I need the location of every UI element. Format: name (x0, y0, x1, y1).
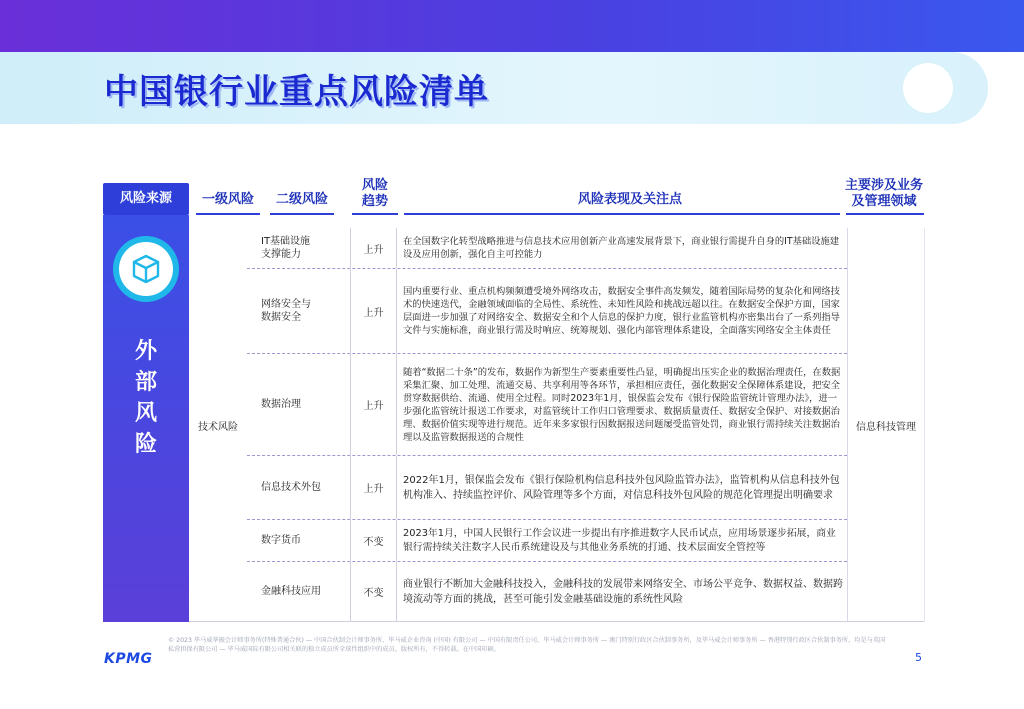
header-source: 风险来源 (103, 183, 189, 215)
title-decoration-circle (903, 63, 953, 113)
risk-trend: 上升 (351, 269, 397, 353)
header-area: 主要涉及业务 及管理领域 (844, 178, 923, 209)
page-number: 5 (915, 651, 922, 664)
header-manifestation: 风险表现及关注点 (577, 192, 682, 207)
level2-risk: 金融科技应用 (247, 562, 351, 621)
risk-trend: 上升 (351, 354, 397, 455)
header-trend-underline (352, 213, 398, 215)
header-level2-underline (270, 213, 334, 215)
risk-trend: 不变 (351, 562, 397, 621)
table-row (247, 228, 847, 268)
cube-icon-ring (113, 236, 179, 302)
header-manifestation-underline (404, 213, 840, 215)
header-trend: 风险 趋势 (361, 178, 388, 209)
risk-detail: 国内重要行业、重点机构频频遭受境外网络攻击，数据安全事件高发频发，随着国际局势的复杂化和网络技术的快速迭代，金融领域面临的全局性、系统性、未知性风险和挑战远超以往。在数据安全保护方面，国家层面进一步加强了对网络安全、数据安全和个人信息的保护力度，银行业监管机构亦密集出台了一系列指导文件与实施标准，商业银行需及时响应、统筹规划、强化内部管理体系建设，全面落实网络安全主体责任 (403, 286, 840, 336)
risk-trend: 上升 (351, 228, 397, 268)
risk-detail: 商业银行不断加大金融科技投入，金融科技的发展带来网络安全、市场公平竞争、数据权益、数据跨境流动等方面的挑战，甚至可能引发金融基础设施的系统性风险 (403, 578, 843, 605)
header-level2: 二级风险 (275, 192, 328, 207)
risk-trend: 上升 (351, 456, 397, 519)
level2-risk: IT基础设施 支撑能力 (247, 228, 351, 268)
risk-source-label: 外 部 风 险 (134, 339, 157, 457)
table-row (247, 268, 847, 353)
risk-detail: 2022年1月，银保监会发布《银行保险机构信息科技外包风险监管办法》，监管机构从信息科技外包机构准入、持续监控评价、风险管理等多个方面，对信息科技外包风险的规范化管理提出明确要求 (403, 474, 840, 501)
header-level1: 一级风险 (201, 192, 254, 207)
risk-detail: 2023年1月，中国人民银行工作会议进一步提出有序推进数字人民币试点，应用场景逐步拓展，商业银行需持续关注数字人民币系统建设及与其他业务系统的打通、技术层面安全管控等 (403, 527, 836, 553)
table-bottom-border (189, 621, 924, 622)
level1-risk-cell: 技术风险 (198, 421, 238, 433)
table-row (247, 519, 847, 561)
cube-icon (119, 242, 173, 296)
risk-detail: 在全国数字化转型战略推进与信息技术应用创新产业高速发展背景下，商业银行需提升自身的IT基础设施建设及应用创新，强化自主可控能力 (403, 236, 840, 260)
level2-risk: 数字货币 (247, 520, 351, 561)
risk-trend: 不变 (351, 520, 397, 561)
header-area-underline (846, 213, 924, 215)
level2-risk: 信息技术外包 (247, 456, 351, 519)
page-title: 中国银行业重点风险清单 (104, 72, 489, 112)
level2-risk: 网络安全与 数据安全 (247, 269, 351, 353)
top-band (0, 0, 1024, 52)
table-row (247, 561, 847, 621)
table-row (247, 353, 847, 455)
footer-disclaimer: © 2023 毕马威华振会计师事务所(特殊普通合伙) — 中国合伙制会计师事务所，毕马威企业咨询 (中国) 有限公司 — 中国有限责任公司，毕马威会计师事务所 — 澳门特别行政区合伙制事务所，及毕马威会计师事务所 — 香港特别行政区合伙制事务所，均是与英国私营担保有限公司 — 毕马威国际有限公司相关联的独立成员所全球性组织中的成员。版权所有，不得转载。在中国印刷。 (168, 637, 886, 653)
management-area-cell: 信息科技管理 (847, 228, 924, 622)
table-row (247, 455, 847, 519)
risk-detail: 随着“数据二十条”的发布，数据作为新型生产要素重要性凸显，明确提出压实企业的数据治理责任，在数据采集汇聚、加工处理、流通交易、共享利用等各环节，承担相应责任，强化数据安全保障体系建设，把安全贯穿数据供给、流通、使用全过程。同时2023年1月，银保监会发布《银行保险监管统计管理办法》，进一步强化监管统计报送工作要求，对监管统计工作归口管理要求、数据质量责任、数据安全保护、对接数据治理、数据价值实现等进行规范。近年来多家银行因数据报送问题屡受监管处罚，商业银行需持续关注数据治理以及监管数据报送的合规性 (403, 366, 841, 443)
kpmg-logo: KPMG (104, 651, 153, 667)
table-right-border (924, 228, 925, 622)
level2-risk: 数据治理 (247, 354, 351, 455)
header-level1-underline (196, 213, 260, 215)
